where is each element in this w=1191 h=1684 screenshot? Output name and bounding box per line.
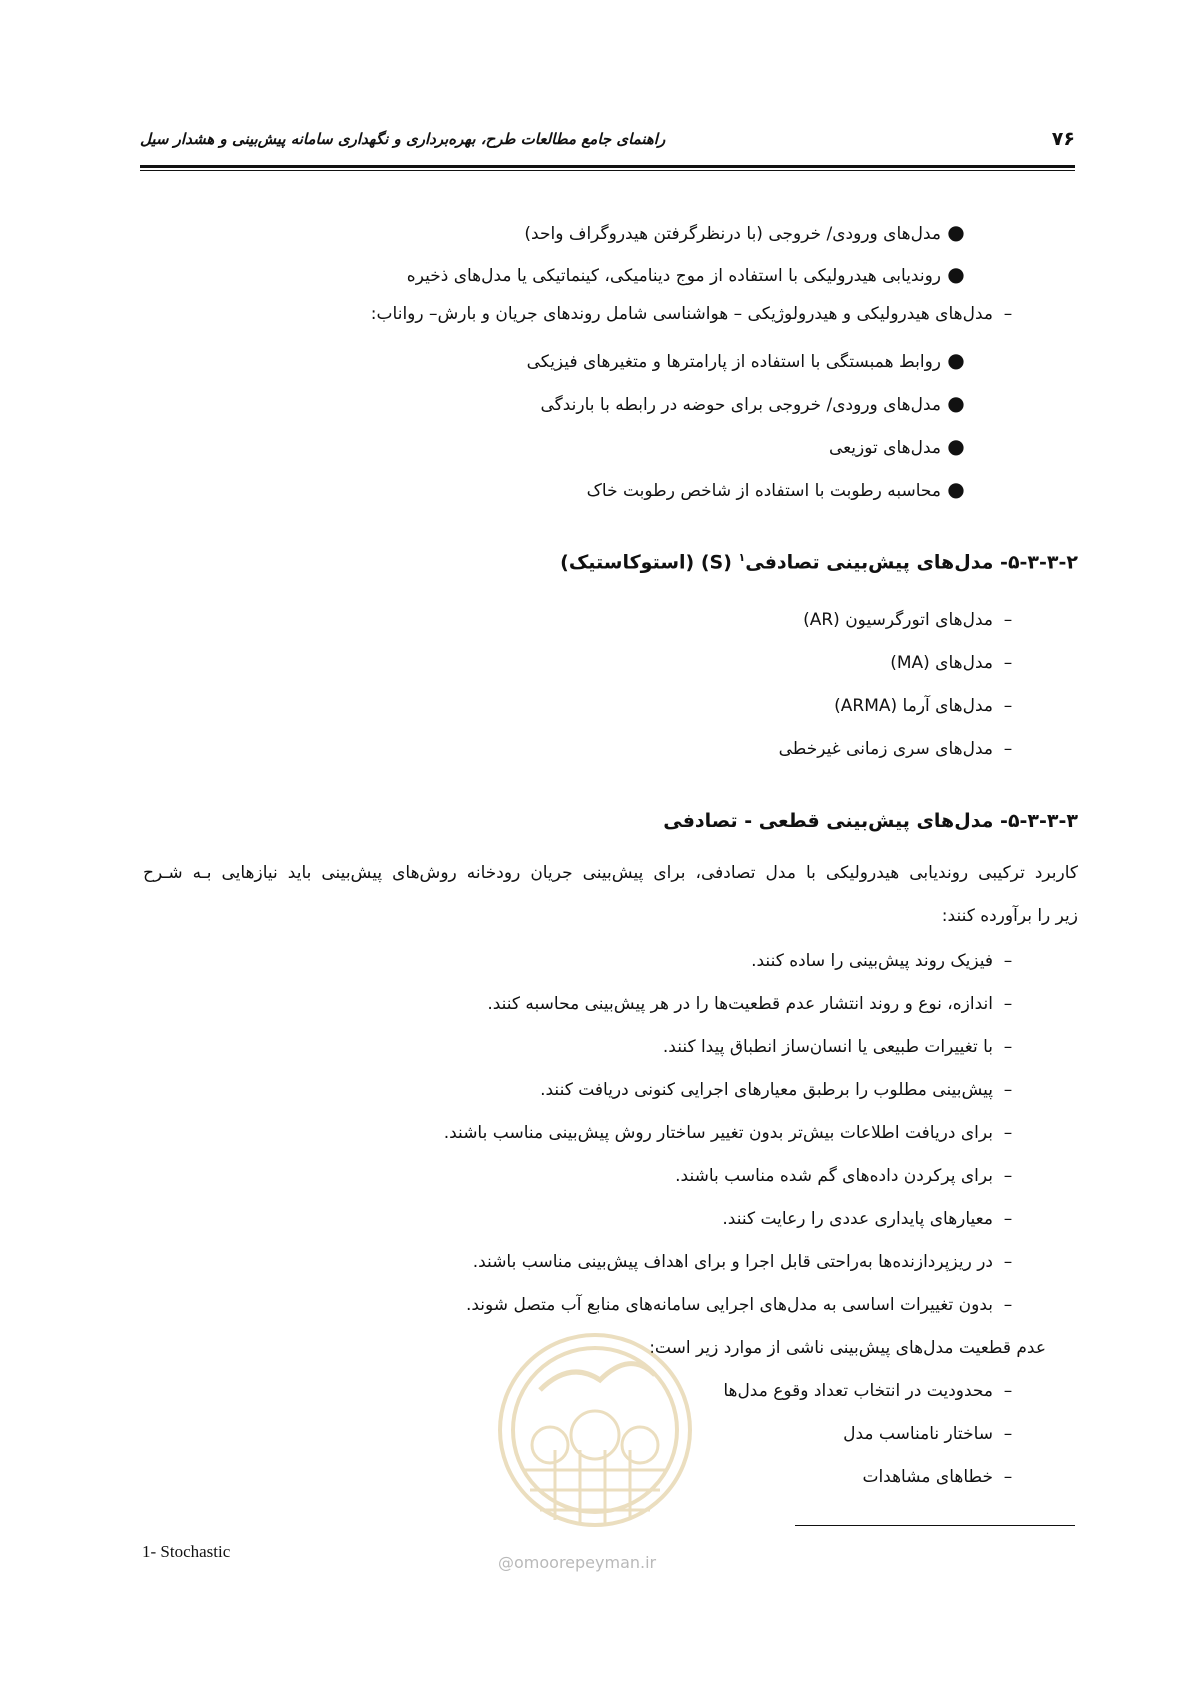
dash-icon: – (1003, 1424, 1013, 1444)
footnote-marker: ۱ (738, 551, 746, 564)
dash-icon: – (1003, 739, 1013, 759)
header-rule-thick (140, 165, 1075, 168)
dash-icon: – (1003, 1467, 1013, 1487)
dash-icon: – (1003, 1252, 1013, 1272)
list-item: ●مدل‌های ورودی/ خروجی (با درنظرگرفتن هیدروگراف واحد) (524, 222, 971, 243)
bullet-icon: ● (947, 262, 965, 286)
list-item: –برای پرکردن داده‌های گم شده مناسب باشند. (675, 1168, 1023, 1185)
bullet-icon: ● (947, 220, 965, 244)
bullet-icon: ● (947, 391, 965, 415)
list-item: –مدل‌های (MA) (890, 655, 1023, 672)
list-item: –ساختار نامناسب مدل (843, 1426, 1023, 1443)
dash-icon: – (1003, 994, 1013, 1014)
paragraph-line: کاربرد ترکیبی روندیابی هیدرولیکی با مدل تصادفی، برای پیش‌بینی جریان رودخانه روش‌های پیش‌بینی باید نیازهایی بـه شـرح (143, 863, 1078, 883)
dash-icon: – (1003, 304, 1013, 324)
bullet-icon: ● (947, 477, 965, 501)
list-item: –برای دریافت اطلاعات بیش‌تر بدون تغییر ساختار روش پیش‌بینی مناسب باشند. (444, 1125, 1023, 1142)
list-item: –بدون تغییرات اساسی به مدل‌های اجرایی سامانه‌های منابع آب متصل شوند. (466, 1297, 1023, 1314)
dash-icon: – (1003, 951, 1013, 971)
list-item: –معیارهای پایداری عددی را رعایت کنند. (722, 1211, 1023, 1228)
bullet-icon: ● (947, 348, 965, 372)
dash-icon: – (1003, 1295, 1013, 1315)
dash-icon: – (1003, 1037, 1013, 1057)
dash-icon: – (1003, 1166, 1013, 1186)
page-number: ۷۶ (1051, 128, 1075, 150)
list-item: –مدل‌های اتورگرسیون (AR) (803, 612, 1023, 629)
gear-seal-icon (480, 1320, 710, 1560)
list-item: –فیزیک روند پیش‌بینی را ساده کنند. (751, 953, 1023, 970)
footnote: 1- Stochastic (142, 1542, 231, 1561)
list-item: ●روابط همبستگی با استفاده از پارامترها و متغیرهای فیزیکی (527, 350, 971, 371)
bullet-icon: ● (947, 434, 965, 458)
list-item: –محدودیت در انتخاب تعداد وقوع مدل‌ها (723, 1383, 1023, 1400)
paragraph-line: عدم قطعیت مدل‌های پیش‌بینی ناشی از موارد زیر است: (649, 1338, 1046, 1358)
dash-icon: – (1003, 610, 1013, 630)
header-rule-thin (140, 170, 1075, 171)
list-item: –پیش‌بینی مطلوب را برطبق معیارهای اجرایی کنونی دریافت کنند. (540, 1082, 1023, 1099)
list-item: ●مدل‌های توزیعی (829, 436, 971, 457)
at-icon: @ (498, 1553, 514, 1572)
section-heading: ۵-۳-۳-۳- مدل‌های پیش‌بینی قطعی - تصادفی (663, 810, 1078, 832)
list-item: –در ریزپردازنده‌ها به‌راحتی قابل اجرا و برای اهداف پیش‌بینی مناسب باشند. (473, 1254, 1023, 1271)
dash-icon: – (1003, 1123, 1013, 1143)
watermark-url: @omoorepeyman.ir (498, 1553, 657, 1572)
list-item: –مدل‌های سری زمانی غیرخطی (779, 741, 1023, 758)
dash-icon: – (1003, 696, 1013, 716)
page-header (140, 128, 1075, 168)
dash-icon: – (1003, 653, 1013, 673)
footnote-rule (795, 1525, 1075, 1526)
list-item: –مدل‌های آرما (ARMA) (834, 698, 1023, 715)
dash-icon: – (1003, 1381, 1013, 1401)
dash-icon: – (1003, 1080, 1013, 1100)
list-item: –اندازه، نوع و روند انتشار عدم قطعیت‌ها را در هر پیش‌بینی محاسبه کنند. (487, 996, 1023, 1013)
running-title: راهنمای جامع مطالعات طرح، بهره‌برداری و نگهداری سامانه پیش‌بینی و هشدار سیل (140, 130, 666, 148)
list-item: –خطاهای مشاهدات (862, 1469, 1023, 1486)
list-item: ●روندیابی هیدرولیکی با استفاده از موج دینامیکی، کینماتیکی یا مدل‌های ذخیره (407, 264, 971, 285)
list-item: –مدل‌های هیدرولیکی و هیدرولوژیکی – هواشناسی شامل روندهای جریان و بارش– رواناب: (371, 306, 1023, 323)
list-item: –با تغییرات طبیعی یا انسان‌ساز انطباق پیدا کنند. (663, 1039, 1023, 1056)
dash-icon: – (1003, 1209, 1013, 1229)
paragraph-line: زیر را برآورده کنند: (941, 906, 1078, 926)
section-heading: ۵-۳-۳-۲- مدل‌های پیش‌بینی تصادفی$^۱$ (S) (استوکاستیک) (560, 551, 1078, 574)
list-item: ●مدل‌های ورودی/ خروجی برای حوضه در رابطه با بارندگی (540, 393, 971, 414)
list-item: ●محاسبه رطوبت با استفاده از شاخص رطوبت خاک (587, 479, 971, 500)
